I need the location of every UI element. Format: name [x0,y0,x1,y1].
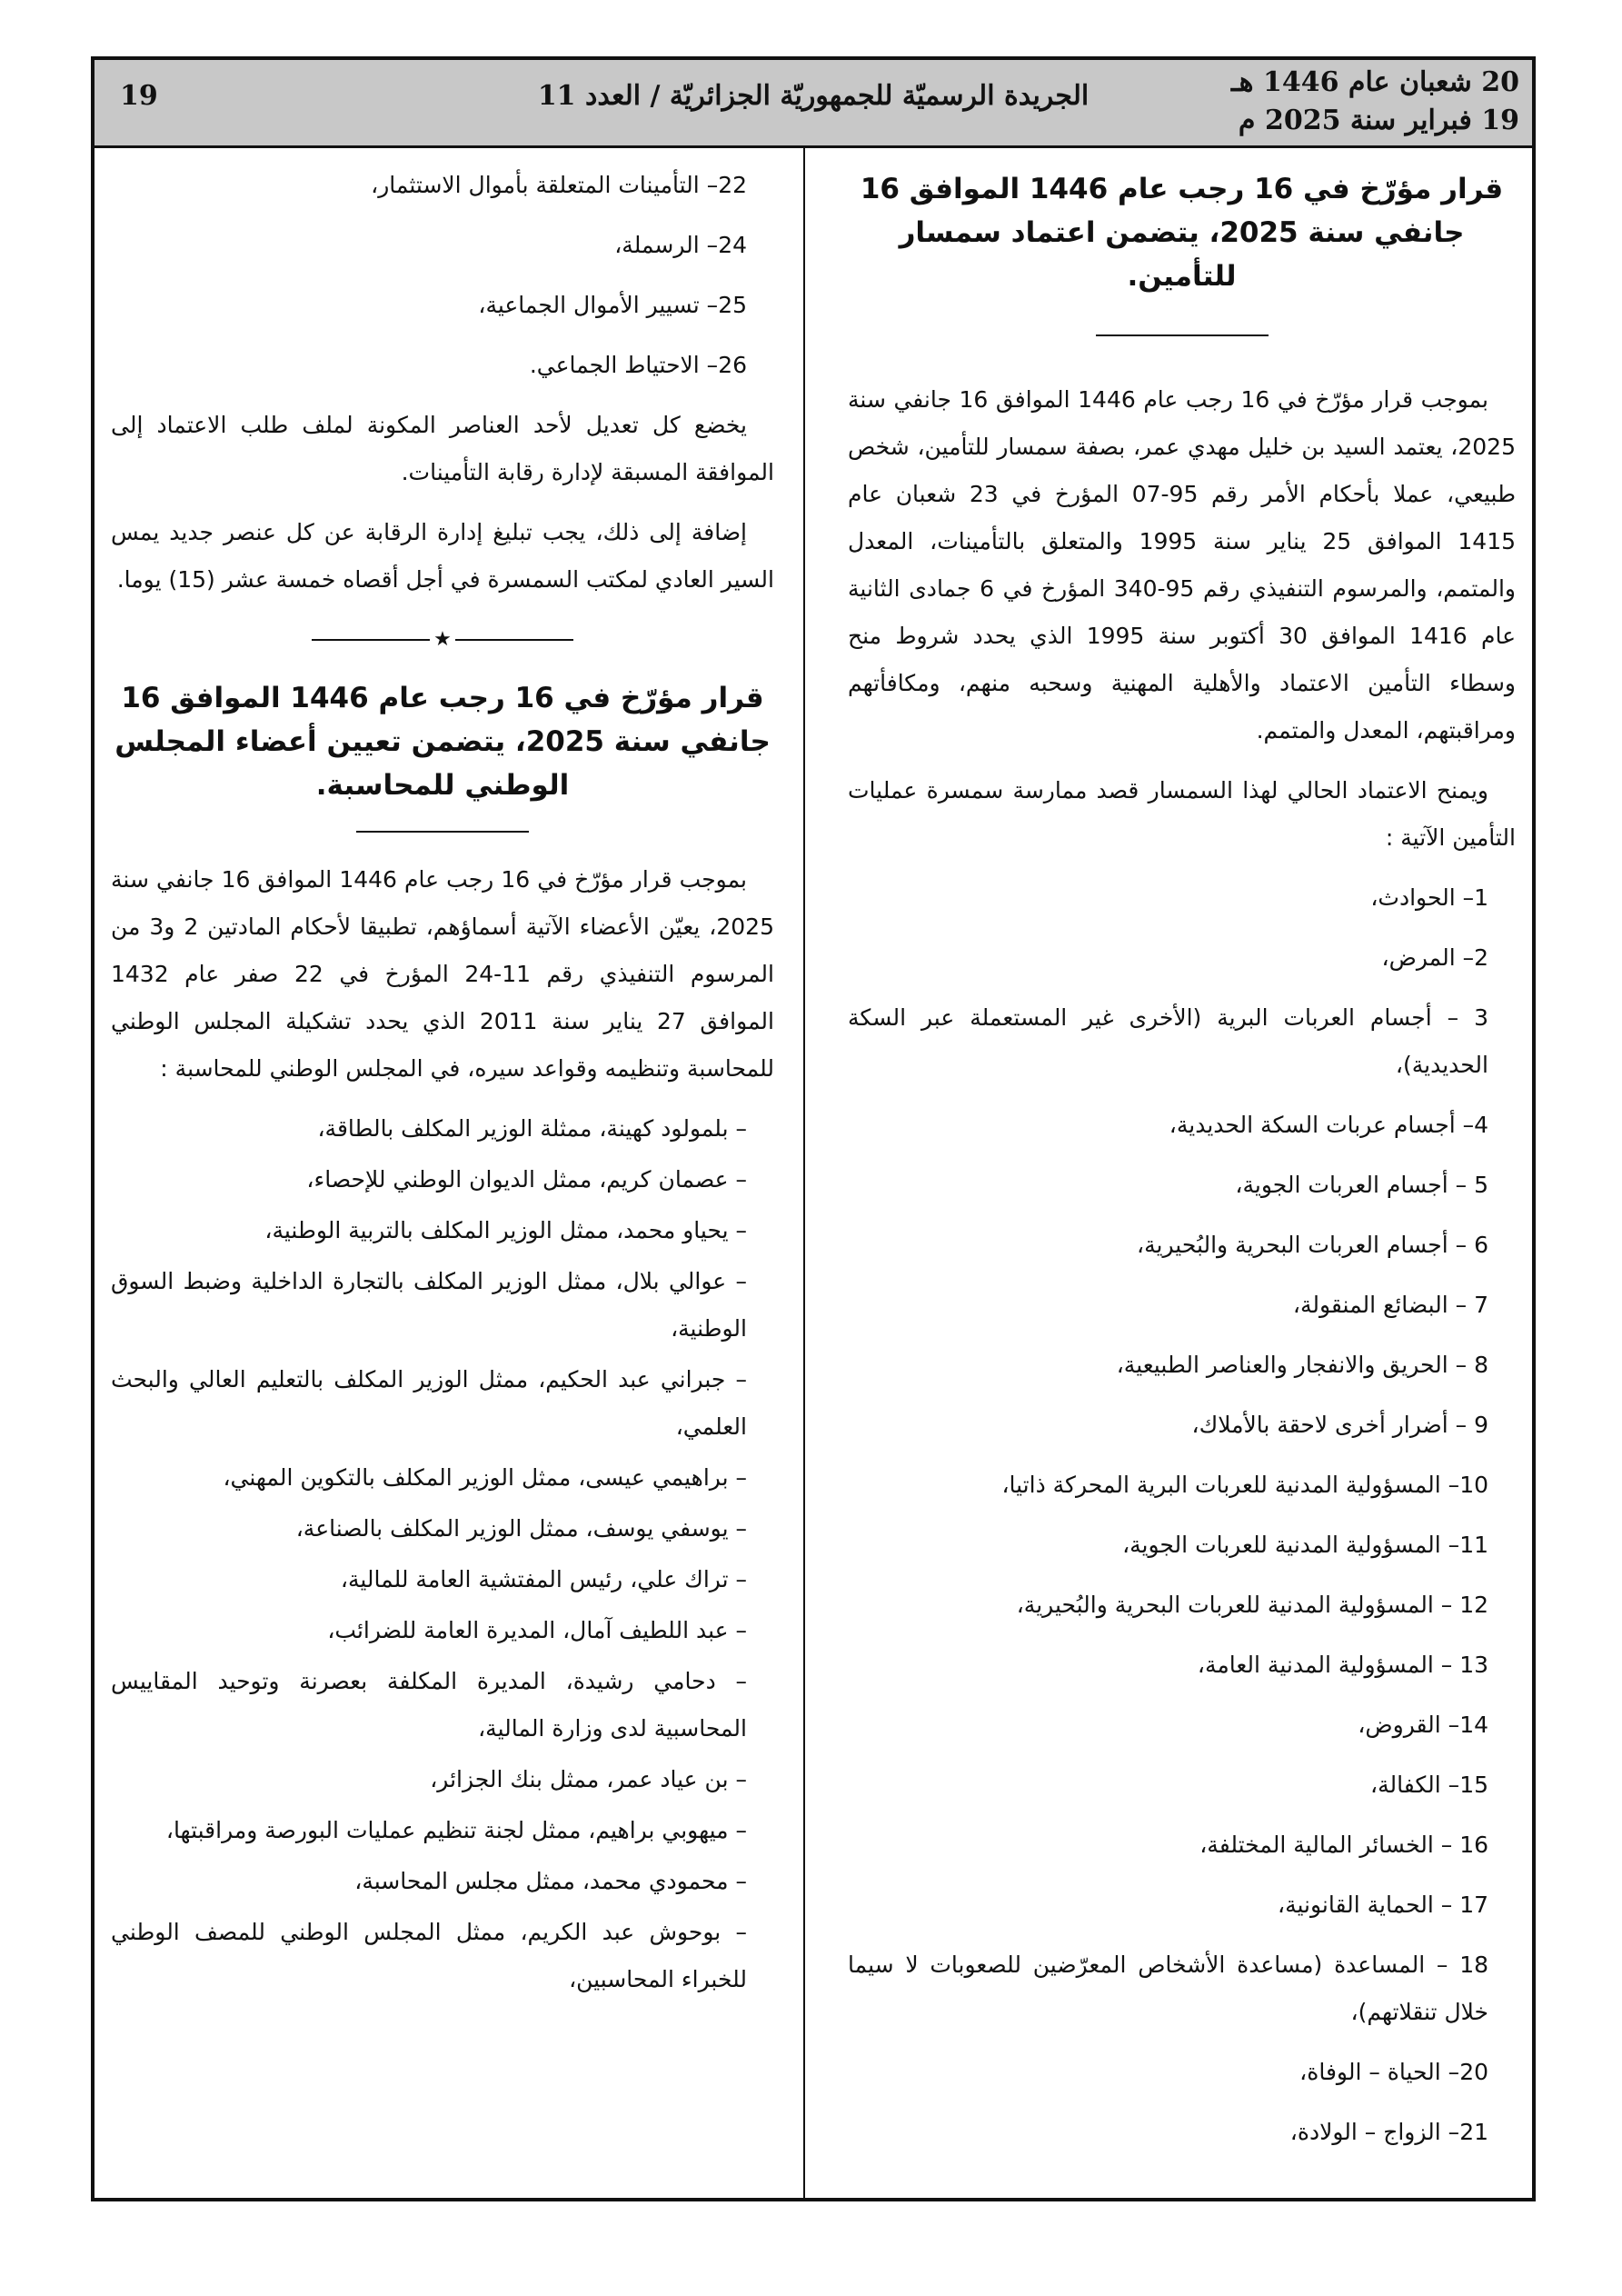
member-item: – بلمولود كهينة، ممثلة الوزير المكلف بالطاقة، [317,1115,747,1142]
page-number: 19 [120,80,158,112]
decree-paragraph: إضافة إلى ذلك، يجب تبليغ إدارة الرقابة عن كل عنصر جديد يمس السير العادي لمكتب السمسرة في أجل أقصاه خمسة عشر (15) يوما. [111,519,774,593]
column-divider [803,145,805,2198]
member-item: – تراك علي، رئيس المفتشية العامة للمالية، [340,1566,747,1592]
list-item: 14– القروض، [1358,1712,1488,1738]
list-item: 3 – أجسام العربات البرية (الأخرى غير المستعملة عبر السكة الحديدية)، [848,1004,1488,1078]
list-item: 22– التأمينات المتعلقة بأموال الاستثمار، [371,172,747,198]
member-item: – ميهوبي براهيم، ممثل لجنة تنظيم عمليات البورصة ومراقبتها، [165,1817,747,1843]
gregorian-date: 19 فبراير سنة 2025 م [1238,105,1519,136]
right-column [848,162,1516,2169]
list-item: 26– الاحتياط الجماعي. [529,352,747,378]
member-item: – براهيمي عيسى، ممثل الوزير المكلف بالتكوين المهني، [223,1464,747,1491]
decree-paragraph: ويمنح الاعتماد الحالي لهذا السمسار قصد ممارسة سمسرة عمليات التأمين الآتية : [848,777,1516,851]
list-item: 18 – المساعدة (مساعدة الأشخاص المعرّضين للصعوبات لا سيما خلال تنقلاتهم)، [848,1952,1488,2025]
list-item: 25– تسيير الأموال الجماعية، [478,292,747,318]
list-item: 12 – المسؤولية المدنية للعربات البحرية والبُحيرية، [1016,1592,1488,1618]
list-item: 2– المرض، [1381,944,1488,971]
list-item: 10– المسؤولية المدنية للعربات البرية المحركة ذاتيا، [1001,1472,1488,1498]
hijri-date: 20 شعبان عام 1446 هـ [1230,66,1519,98]
decree-paragraph: يخضع كل تعديل لأحد العناصر المكونة لملف طلب الاعتماد إلى الموافقة المسبقة لإدارة رقابة التأمينات. [111,412,774,485]
member-item: – دحامي رشيدة، المديرة المكلفة بعصرنة وتوحيد المقاييس المحاسبية لدى وزارة المالية، [111,1668,747,1742]
list-item: 21– الزواج – الولادة، [1289,2119,1488,2145]
member-item: – عبد اللطيف آمال، المديرة العامة للضرائب، [327,1617,747,1643]
member-item: – يحياو محمد، ممثل الوزير المكلف بالتربية الوطنية، [264,1217,747,1243]
left-column [111,162,774,2007]
member-item: – بوحوش عبد الكريم، ممثل المجلس الوطني للمصف الوطني للخبراء المحاسبين، [111,1919,747,1992]
list-item: 7 – البضائع المنقولة، [1292,1292,1488,1318]
title-rule [1096,334,1269,336]
page-frame [91,56,1536,2201]
member-item: – جبراني عبد الحكيم، ممثل الوزير المكلف بالتعليم العالي والبحث العلمي، [111,1366,747,1440]
member-item: – بن عياد عمر، ممثل بنك الجزائر، [430,1766,747,1792]
member-item: – محمودي محمد، ممثل مجلس المحاسبة، [354,1868,747,1894]
list-item: 9 – أضرار أخرى لاحقة بالأملاك، [1191,1412,1488,1438]
list-item: 1– الحوادث، [1370,884,1488,911]
journal-title: الجريدة الرسميّة للجمهوريّة الجزائريّة / العدد 11 [537,80,1090,112]
member-item: – عوالي بلال، ممثل الوزير المكلف بالتجارة الداخلية وضبط السوق الوطنية، [111,1268,747,1342]
list-item: 13 – المسؤولية المدنية العامة، [1197,1652,1488,1678]
list-item: 6 – أجسام العربات البحرية والبُحيرية، [1137,1232,1488,1258]
list-item: 24– الرسملة، [614,232,747,258]
page-header [95,60,1532,148]
decree-title-council: قرار مؤرّخ في 16 رجب عام 1446 الموافق 16 جانفي سنة 2025، يتضمن تعيين أعضاء المجلس الوطني للمحاسبة. [114,682,771,802]
list-item: 15– الكفالة، [1370,1772,1488,1798]
list-item: 20– الحياة – الوفاة، [1299,2059,1488,2085]
decree-paragraph: بموجب قرار مؤرّخ في 16 رجب عام 1446 الموافق 16 جانفي سنة 2025، يعتمد السيد بن خليل مهدي عمر، بصفة سمسار للتأمين، شخص طبيعي، عملا بأحكام الأمر رقم 95-07 المؤرخ في 23 شعبان عام 1415 الموافق 25 يناير سنة 1995 والمتعلق بالتأمينات، المعدل والمتمم، والمرسوم التنفيذي رقم 95-340 المؤرخ في 6 جمادى الثانية عام 1416 الموافق 30 أكتوبر سنة 1995 الذي يحدد شروط منح وسطاء التأمين الاعتماد والأهلية المهنية وسحبه منهم، ومكافأتهم ومراقبتهم، المعدل والمتمم. [848,386,1517,744]
star-separator [111,616,774,664]
member-item: – عصمان كريم، ممثل الديوان الوطني للإحصاء، [306,1166,747,1193]
list-item: 17 – الحماية القانونية، [1278,1892,1488,1918]
star-icon: ★ [433,628,452,651]
list-item: 8 – الحريق والانفجار والعناصر الطبيعية، [1116,1352,1488,1378]
title-rule [356,831,529,833]
member-item: – يوسفي يوسف، ممثل الوزير المكلف بالصناعة، [295,1515,747,1542]
list-item: 16 – الخسائر المالية المختلفة، [1199,1832,1488,1858]
list-item: 5 – أجسام العربات الجوية، [1235,1172,1488,1198]
decree-title-broker: قرار مؤرّخ في 16 رجب عام 1446 الموافق 16 جانفي سنة 2025، يتضمن اعتماد سمسار للتأمين. [860,173,1504,293]
list-item: 4– أجسام عربات السكة الحديدية، [1169,1112,1488,1138]
list-item: 11– المسؤولية المدنية للعربات الجوية، [1122,1532,1488,1558]
decree-paragraph: بموجب قرار مؤرّخ في 16 رجب عام 1446 الموافق 16 جانفي سنة 2025، يعيّن الأعضاء الآتية أسماؤهم، تطبيقا لأحكام المادتين 2 و3 من المرسوم التنفيذي رقم 11-24 المؤرخ في 22 صفر عام 1432 الموافق 27 يناير سنة 2011 الذي يحدد تشكيلة المجلس الوطني للمحاسبة وتنظيمه وقواعد سيره، في المجلس الوطني للمحاسبة : [111,866,774,1082]
